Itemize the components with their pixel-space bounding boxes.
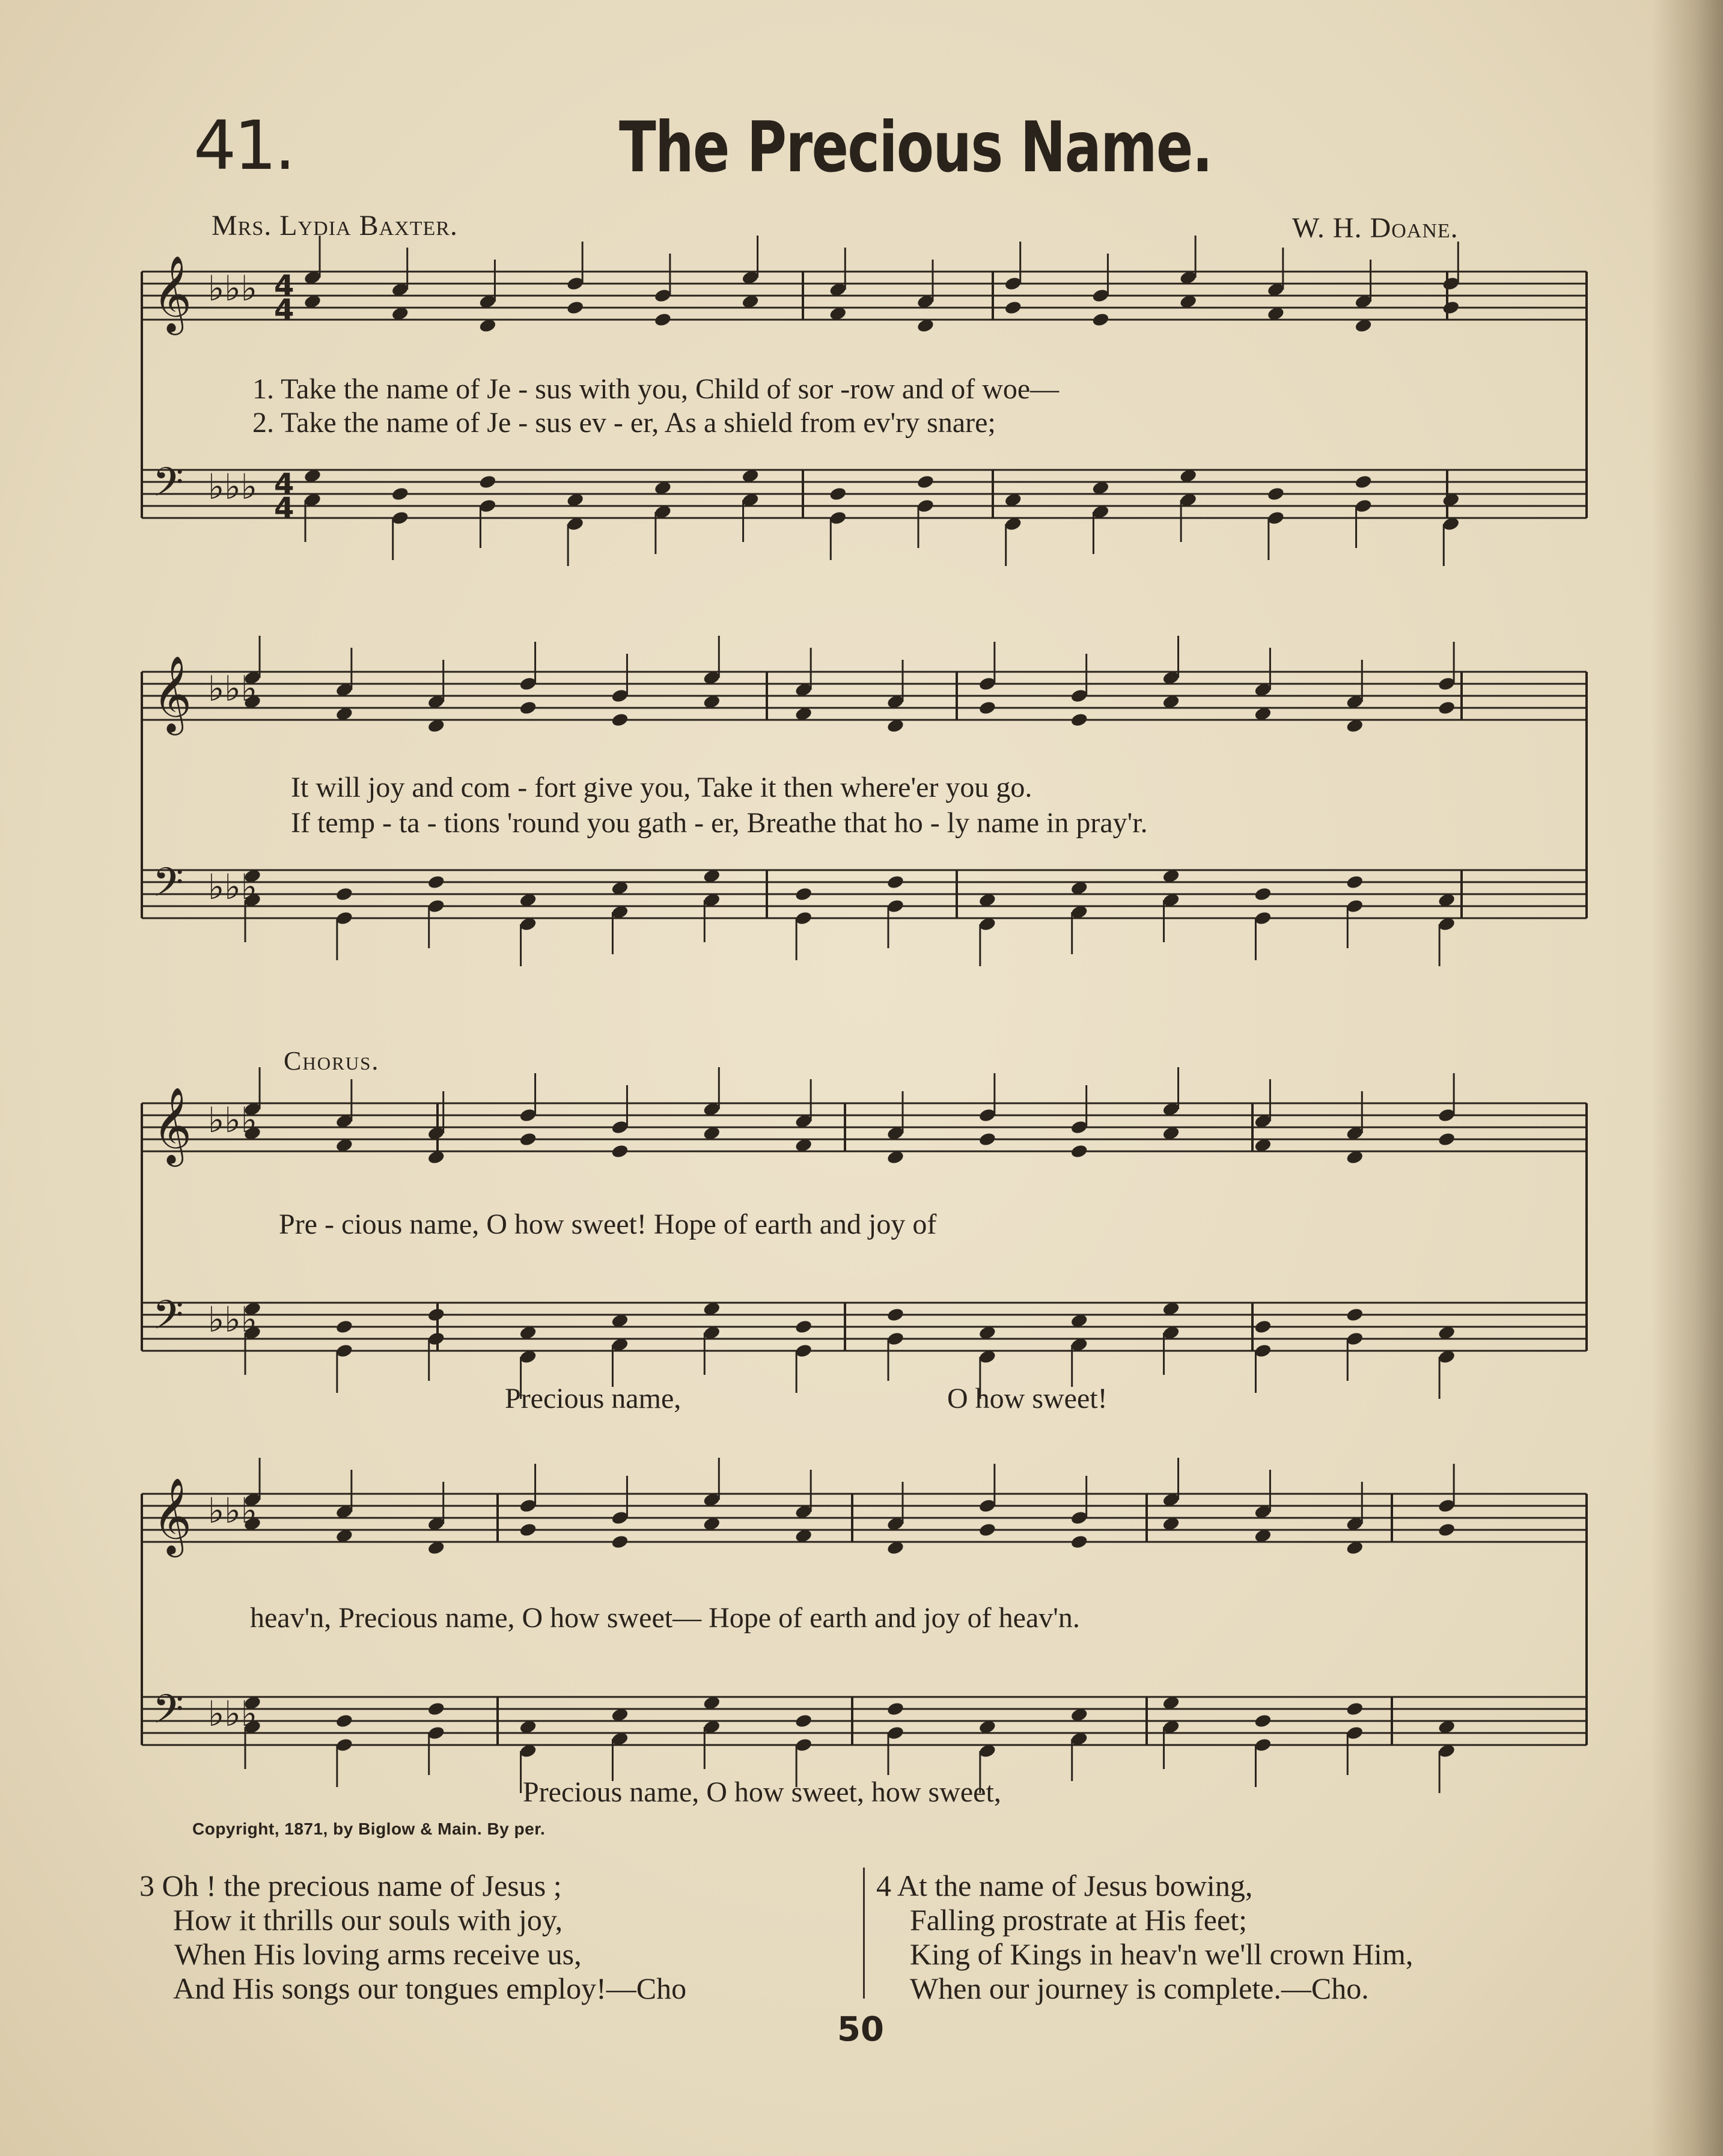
- copyright-notice: Copyright, 1871, by Biglow & Main. By per.: [192, 1820, 546, 1838]
- treble-clef: 𝄞: [153, 255, 192, 332]
- stanza-3-line-1: 3 Oh ! the precious name of Jesus ;: [139, 1869, 562, 1902]
- note-head: [978, 700, 997, 716]
- chorus-label: Chorus.: [284, 1046, 380, 1076]
- stanza-3: [139, 1869, 686, 2006]
- key-signature: ♭♭♭: [208, 1490, 258, 1531]
- note-head: [978, 1131, 997, 1147]
- note-head: [654, 312, 672, 327]
- time-signature: 4: [274, 467, 294, 501]
- bass-clef: 𝄢: [153, 1686, 184, 1742]
- note-head: [1346, 874, 1364, 890]
- note-head: [1438, 700, 1456, 716]
- note-head: [886, 1701, 905, 1717]
- note-head: [427, 874, 445, 890]
- lyric-line-1-verse-1: 1. Take the name of Je - sus with you, Child of sor -row and of woe—: [252, 373, 1060, 405]
- lyric-line-2-verse-2: If temp - ta - tions 'round you gath - er, Breathe that ho - ly name in pray'r.: [291, 807, 1148, 839]
- stanza-3-line-4: And His songs our tongues employ!—Cho: [173, 1972, 687, 2005]
- note-head: [611, 1143, 629, 1159]
- hymn-number: 41.: [194, 107, 294, 185]
- stanza-3-line-2: How it thrills our souls with joy,: [173, 1903, 563, 1937]
- key-signature: ♭♭♭: [208, 268, 258, 309]
- bass-clef: 𝄢: [153, 859, 184, 915]
- clefs-and-signatures: [153, 255, 294, 1742]
- note-head: [566, 300, 585, 315]
- chorus-lyric-line-1: Pre - cious name, O how sweet! Hope of earth and joy of: [279, 1208, 937, 1240]
- note-head: [829, 486, 847, 502]
- note-head: [1070, 712, 1088, 728]
- stanza-divider: [863, 1868, 865, 1999]
- note-head: [335, 1319, 354, 1335]
- note-head: [1254, 1713, 1272, 1729]
- time-signature: 4: [274, 293, 294, 327]
- note-head: [886, 874, 905, 890]
- treble-clef: 𝄞: [153, 1086, 192, 1163]
- note-head: [519, 1522, 537, 1538]
- note-head: [427, 1701, 445, 1717]
- key-signature: ♭♭♭: [208, 466, 258, 507]
- chorus-bass-lyric-1: Precious name,: [505, 1383, 682, 1414]
- key-signature: ♭♭♭: [208, 866, 258, 907]
- chorus-lyric-line-2: heav'n, Precious name, O how sweet— Hope of earth and joy of heav'n.: [250, 1602, 1080, 1634]
- note-head: [1254, 886, 1272, 902]
- key-signature: ♭♭♭: [208, 1693, 258, 1734]
- stanza-4: [876, 1869, 1413, 2006]
- note-head: [1004, 300, 1022, 315]
- bass-clef: 𝄢: [153, 1292, 184, 1348]
- key-signature: ♭♭♭: [208, 1299, 258, 1340]
- note-head: [1070, 1143, 1088, 1159]
- note-head: [916, 474, 935, 490]
- note-head: [1070, 1534, 1088, 1550]
- note-head: [611, 712, 629, 728]
- note-head: [519, 1131, 537, 1147]
- stanza-3-line-3: When His loving arms receive us,: [174, 1937, 582, 1971]
- staff-lines: [142, 272, 1587, 1745]
- note-head: [335, 1713, 354, 1729]
- lyric-line-2-verse-1: It will joy and com - fort give you, Take it then where'er you go.: [291, 772, 1032, 803]
- note-head: [1091, 312, 1110, 327]
- note-head: [978, 1522, 997, 1538]
- note-head: [478, 474, 497, 490]
- note-head: [1346, 1701, 1364, 1717]
- note-head: [886, 1307, 905, 1323]
- key-signature: ♭♭♭: [208, 1100, 258, 1140]
- bar-lines: [142, 272, 1587, 1745]
- note-head: [1438, 1131, 1456, 1147]
- note-head: [391, 486, 409, 502]
- page-number: 50: [837, 2010, 884, 2049]
- time-signature: 4: [274, 269, 294, 303]
- note-head: [335, 886, 354, 902]
- chorus-bass-lyric-3: Precious name, O how sweet, how sweet,: [523, 1776, 1001, 1808]
- note-head: [427, 1307, 445, 1323]
- note-head: [1354, 474, 1373, 490]
- note-head: [794, 886, 813, 902]
- note-head: [794, 1319, 813, 1335]
- treble-clef: 𝄞: [153, 655, 192, 732]
- page-edge-shadow: [1651, 0, 1723, 2156]
- note-head: [1442, 300, 1460, 315]
- note-head: [1267, 486, 1285, 502]
- stanza-4-line-1: 4 At the name of Jesus bowing,: [876, 1869, 1253, 1902]
- time-signature: 4: [274, 492, 294, 525]
- lyric-line-1-verse-2: 2. Take the name of Je - sus ev - er, As a shield from ev'ry snare;: [252, 407, 996, 439]
- composer-credit: W. H. Doane.: [1292, 212, 1459, 244]
- treble-clef: 𝄞: [153, 1477, 192, 1554]
- chorus-bass-lyric-2: O how sweet!: [947, 1383, 1108, 1414]
- note-head: [1346, 1307, 1364, 1323]
- key-signature: ♭♭♭: [208, 668, 258, 709]
- note-head: [611, 1534, 629, 1550]
- lyricist-credit: Mrs. Lydia Baxter.: [212, 210, 458, 242]
- note-head: [1438, 1522, 1456, 1538]
- stanza-4-line-3: King of Kings in heav'n we'll crown Him,: [910, 1937, 1413, 1971]
- hymn-title: The Precious Name.: [619, 107, 1212, 188]
- note-head: [1254, 1319, 1272, 1335]
- stanza-4-line-2: Falling prostrate at His feet;: [910, 1903, 1247, 1937]
- note-head: [794, 1713, 813, 1729]
- bass-clef: 𝄢: [153, 459, 184, 515]
- stanza-4-line-4: When our journey is complete.—Cho.: [910, 1972, 1369, 2005]
- note-head: [519, 700, 537, 716]
